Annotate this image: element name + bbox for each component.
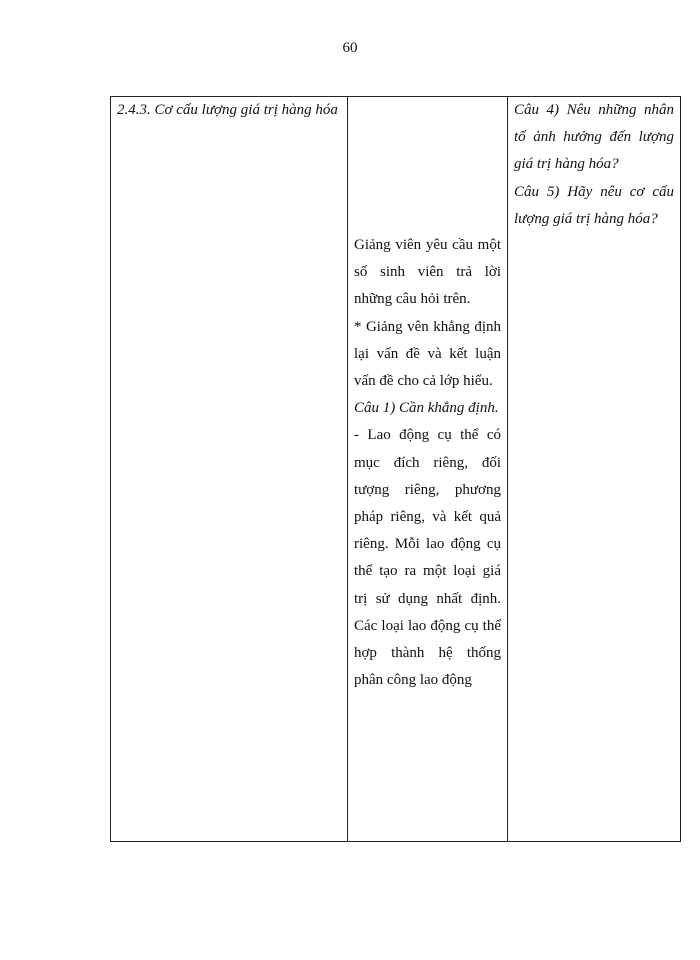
content-cell-lecturer-activity — [348, 97, 508, 842]
section-heading: 2.4.3. Cơ cấu lượng giá trị hàng hóa — [117, 102, 338, 118]
paragraph: - Lao động cụ thể có mục đích riêng, đối tượng riêng, phương pháp riêng, và kết quả riêng. Mỗi lao động cụ thể tạo ra một loại giá trị sử dụng nhất định. Các loại lao động cụ thể hợp thành hệ thống phân công lao động — [354, 427, 501, 689]
page-number: 60 — [342, 40, 358, 56]
paragraph: * Giảng vên khẳng định lại vấn đề và kết luận vấn đề cho cả lớp hiểu. — [354, 318, 501, 390]
paragraph: Giảng viên yêu cầu một số sinh viên trả lời những câu hỏi trên. — [354, 237, 501, 308]
content-cell-questions — [508, 97, 681, 842]
content-cell-heading — [111, 97, 348, 842]
question: Câu 4) Nêu những nhân tố ảnh hưởng đến lượng giá trị hàng hóa? — [514, 102, 674, 173]
table-row — [111, 97, 681, 842]
question: Câu 5) Hãy nêu cơ cấu lượng giá trị hàng hóa? — [514, 183, 674, 227]
content-table — [110, 96, 681, 842]
cell-spacer — [354, 97, 501, 232]
paragraph: Câu 1) Cần khẳng định. — [354, 400, 499, 417]
